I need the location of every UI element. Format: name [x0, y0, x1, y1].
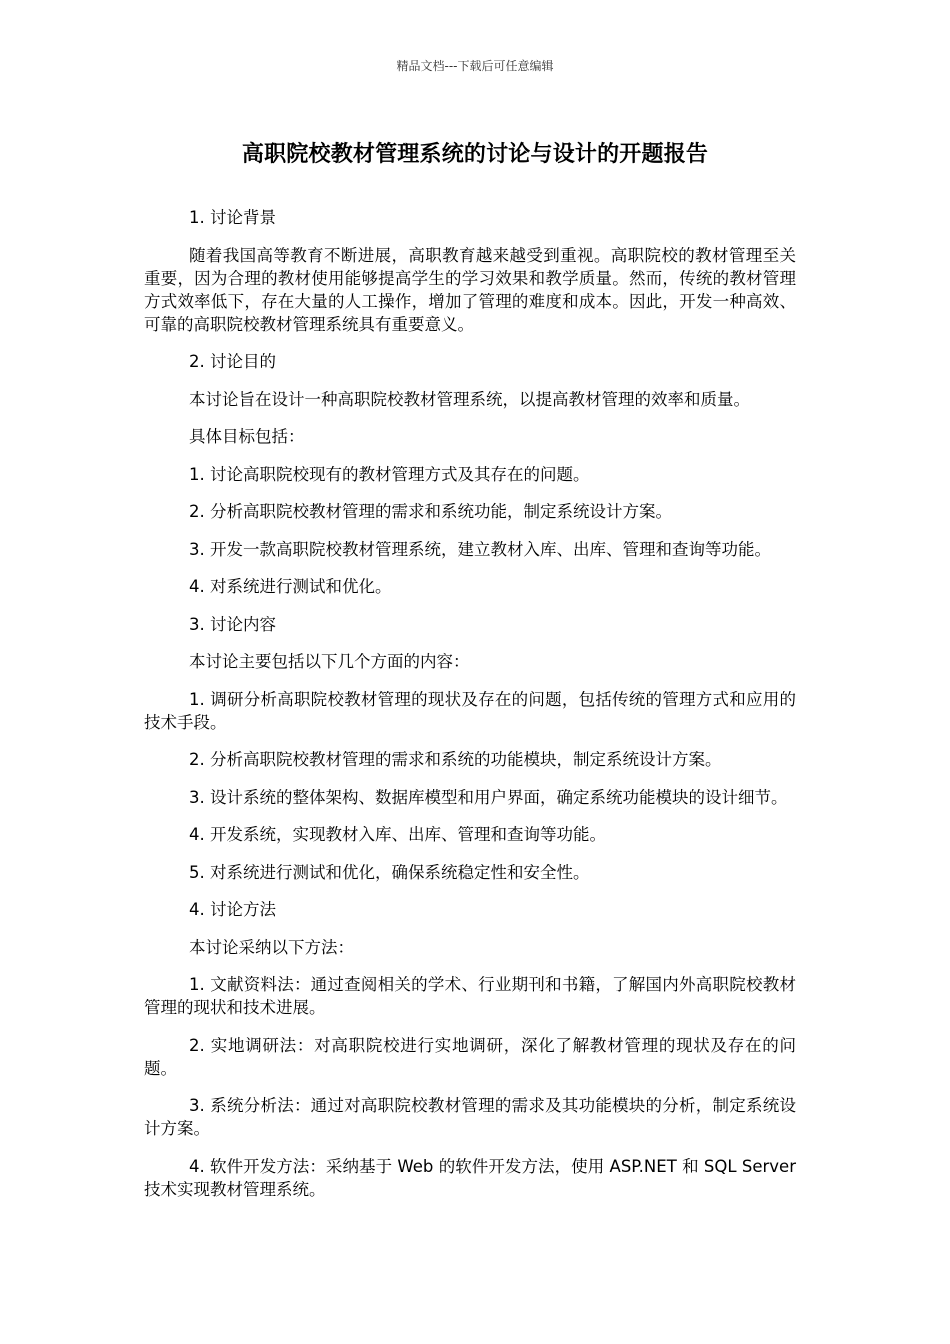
section-heading-methods: 4. 讨论方法	[189, 900, 276, 919]
list-item: 3. 系统分析法：通过对高职院校教材管理的需求及其功能模块的分析，制定系统设计方案。	[144, 1096, 796, 1138]
list-item: 2. 分析高职院校教材管理的需求和系统功能，制定系统设计方案。	[189, 502, 672, 521]
list-item: 1. 调研分析高职院校教材管理的现状及存在的问题，包括传统的管理方式和应用的技术手段。	[144, 689, 796, 732]
section-heading-content: 3. 讨论内容	[189, 614, 276, 634]
list-item: 3. 开发一款高职院校教材管理系统，建立教材入库、出库、管理和查询等功能。	[189, 539, 771, 559]
paragraph-content-intro: 本讨论主要包括以下几个方面的内容：	[189, 652, 470, 671]
list-item: 5. 对系统进行测试和优化，确保系统稳定性和安全性。	[189, 862, 590, 882]
list-item: 1. 讨论高职院校现有的教材管理方式及其存在的问题。	[189, 464, 590, 484]
list-item: 2. 实地调研法：对高职院校进行实地调研，深化了解教材管理的现状及存在的问题。	[144, 1035, 796, 1078]
paragraph-goals-intro: 具体目标包括：	[189, 427, 305, 446]
section-heading-background: 1. 讨论背景	[189, 208, 276, 227]
list-item: 1. 文献资料法：通过查阅相关的学术、行业期刊和书籍，了解国内外高职院校教材管理的现状和技术进展。	[144, 975, 796, 1017]
list-item: 4. 对系统进行测试和优化。	[189, 577, 392, 596]
list-item: 4. 开发系统，实现教材入库、出库、管理和查询等功能。	[189, 825, 606, 844]
list-item: 2. 分析高职院校教材管理的需求和系统的功能模块，制定系统设计方案。	[189, 750, 722, 769]
paragraph-purpose: 本讨论旨在设计一种高职院校教材管理系统，以提高教材管理的效率和质量。	[189, 389, 750, 409]
page-header: 精品文档---下载后可任意编辑	[396, 59, 554, 73]
paragraph-methods-intro: 本讨论采纳以下方法：	[189, 937, 354, 957]
document-title: 高职院校教材管理系统的讨论与设计的开题报告	[241, 142, 709, 167]
list-item: 3. 设计系统的整体架构、数据库模型和用户界面，确定系统功能模块的设计细节。	[189, 787, 788, 807]
list-item: 4. 软件开发方法：采纳基于 Web 的软件开发方法，使用 ASP.NET 和 SQL Server 技术实现教材管理系统。	[144, 1156, 796, 1199]
document-body	[144, 206, 796, 1215]
section-heading-purpose: 2. 讨论目的	[189, 352, 276, 371]
paragraph-background: 随着我国高等教育不断进展，高职教育越来越受到重视。高职院校的教材管理至关重要，因为合理的教材使用能够提高学生的学习效果和教学质量。然而，传统的教材管理方式效率低下，存在大量的人工操作，增加了管理的难度和成本。因此，开发一种高效、可靠的高职院校教材管理系统具有重要意义。	[144, 245, 796, 334]
